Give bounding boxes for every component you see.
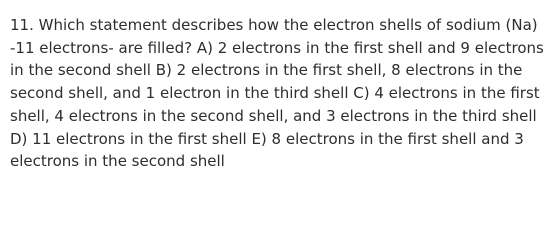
- question-text: 11. Which statement describes how the electron shells of sodium (Na) -11 electrons- are filled? A) 2 electrons in the first shell and 9 electrons in the second shell B) 2 electrons in the first shell, 8 electrons in the second shell, and 1 electron in the third shell C) 4 electrons in the first shell, 4 electrons in the second shell, and 3 electrons in the third shell D) 11 electrons in the first shell E) 8 electrons in the first shell and 3 electrons in the second shell: [10, 16, 544, 171]
